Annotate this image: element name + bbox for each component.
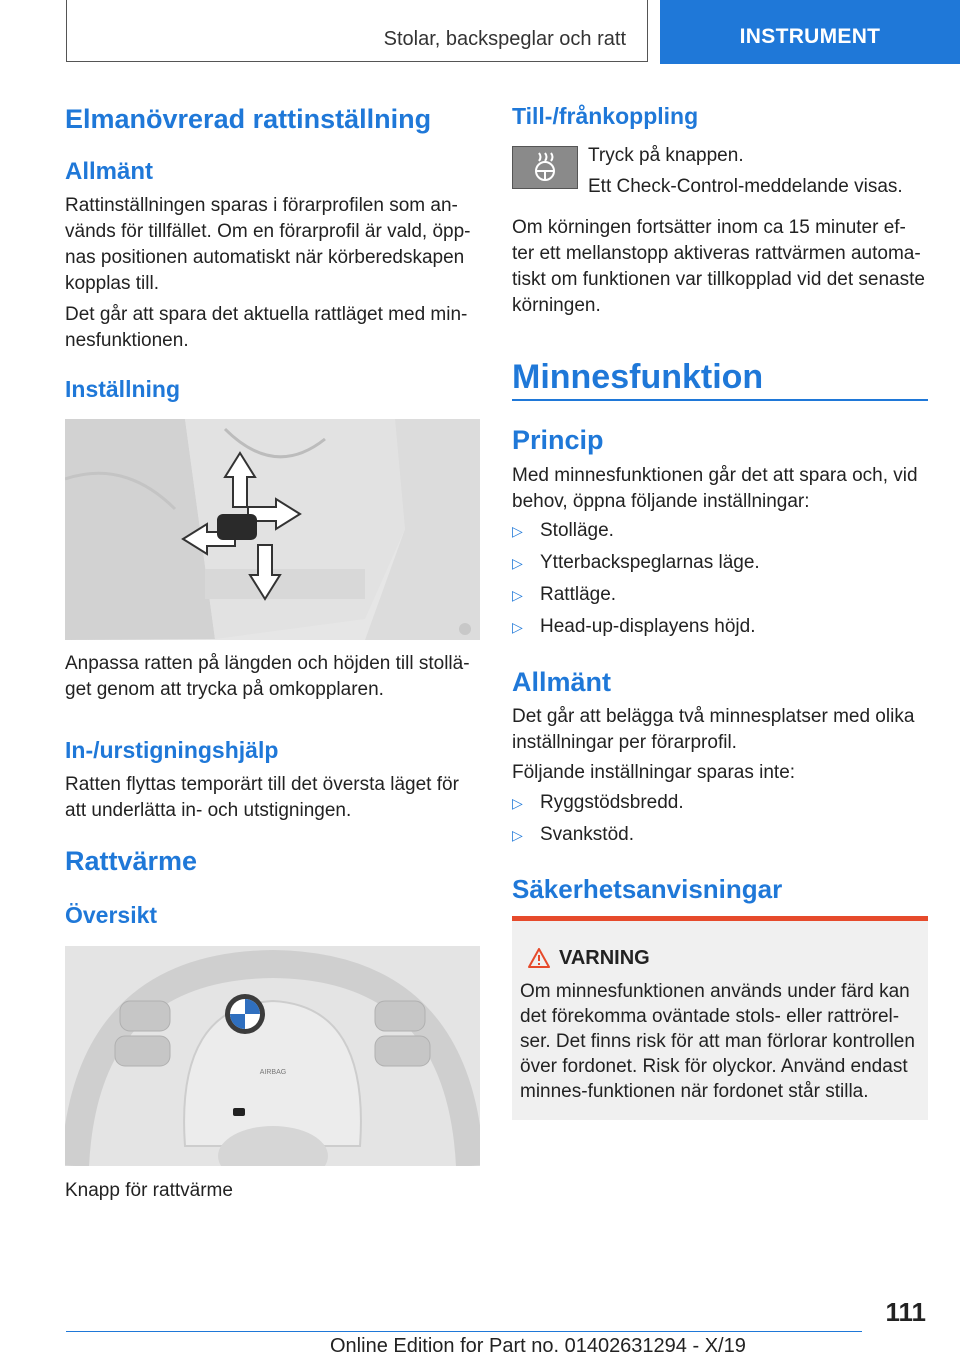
overview-caption: Knapp för rattvärme xyxy=(65,1180,233,1201)
header-chapter-label: INSTRUMENT xyxy=(739,25,881,48)
entry-help-heading: In-/urstigningshjälp xyxy=(65,737,279,763)
principle-item-2: ▷ Ytterbackspeglarnas läge. xyxy=(512,552,760,573)
general-paragraph-1: Rattinställningen sparas i förarprofilen som an-vänds för tillfället. Om en förarprofil är vald, öpp-nas positionen automatiskt när körberedskapen kopplas till. xyxy=(65,195,471,294)
warning-label: VARNING xyxy=(559,947,650,969)
heat-button-icon xyxy=(233,1108,245,1116)
toggle-line-2: Ett Check-Control-meddelande visas. xyxy=(588,176,903,197)
principle-item-1: ▷ Stolläge. xyxy=(512,520,614,541)
footer-edition: Online Edition for Part no. 01402631294 - X/19 xyxy=(330,1335,746,1357)
steering-heat-button-icon xyxy=(512,146,578,189)
bullet-triangle-icon: ▷ xyxy=(512,554,523,571)
memory-function-title: Minnesfunktion xyxy=(512,358,764,396)
steering-heat-title: Rattvärme xyxy=(65,846,198,876)
airbag-label: AIRBAG xyxy=(259,1069,287,1076)
memory-title-rule xyxy=(512,399,928,401)
general-paragraph-2: Det går att spara det aktuella rattläget med min-nesfunktionen. xyxy=(65,304,468,351)
general-heading: Allmänt xyxy=(65,158,154,185)
steering-adjust-image xyxy=(65,419,480,640)
warning-box xyxy=(512,916,928,1120)
principle-paragraph: Med minnesfunktionen går det att spara och, vid behov, öppna följande inställningar: xyxy=(512,465,918,512)
overview-heading: Översikt xyxy=(65,902,158,928)
memory-general-paragraph-2: Följande inställningar sparas inte: xyxy=(512,762,796,783)
not-saved-item-1: ▷ Ryggstödsbredd. xyxy=(512,792,684,813)
bullet-triangle-icon: ▷ xyxy=(512,522,523,539)
page-title: Elmanövrerad rattinställning xyxy=(65,104,432,134)
bullet-triangle-icon: ▷ xyxy=(512,586,523,603)
setting-heading: Inställning xyxy=(65,376,180,402)
steering-column-illustration xyxy=(65,419,480,640)
setting-caption: Anpassa ratten på längden och höjden till stollä-get genom att trycka på omkopplaren. xyxy=(65,653,470,700)
header-section-title: Stolar, backspeglar och ratt xyxy=(383,28,626,50)
page-number: 111 xyxy=(885,1297,926,1327)
principle-item-3: ▷ Rattläge. xyxy=(512,584,617,605)
memory-general-heading: Allmänt xyxy=(512,667,612,697)
header-chapter-tab[interactable] xyxy=(660,0,960,64)
principle-item-4: ▷ Head-up-displayens höjd. xyxy=(512,616,756,637)
toggle-line-1: Tryck på knappen. xyxy=(588,145,744,166)
steering-wheel-image xyxy=(65,946,480,1166)
footer-rule xyxy=(66,1331,862,1332)
toggle-heading: Till-/frånkoppling xyxy=(512,103,699,129)
bullet-triangle-icon: ▷ xyxy=(512,826,523,843)
warning-text: Om minnesfunktionen används under färd kan det förekomma oväntade stols- eller rattrörel-ser. Det finns risk för att man förlorar kontrollen över fordonet. Risk för olyckor. Använd endast minnes-funktionen när fordonet står stilla. xyxy=(520,981,915,1102)
principle-heading: Princip xyxy=(512,425,604,455)
not-saved-item-2: ▷ Svankstöd. xyxy=(512,824,634,845)
bullet-triangle-icon: ▷ xyxy=(512,618,523,635)
warning-triangle-icon xyxy=(528,948,550,968)
entry-help-paragraph: Ratten flyttas temporärt till det översta läget för att underlätta in- och utstigningen. xyxy=(65,774,459,821)
safety-heading: Säkerhetsanvisningar xyxy=(512,874,783,904)
toggle-paragraph: Om körningen fortsätter inom ca 15 minuter ef-ter ett mellanstopp aktiveras rattvärmen automa-tiskt om funktionen var tillkopplad vid det senaste körningen. xyxy=(512,217,925,316)
bullet-triangle-icon: ▷ xyxy=(512,794,523,811)
steering-wheel-illustration xyxy=(65,946,480,1166)
memory-general-paragraph-1: Det går att belägga två minnesplatser med olika inställningar per förarprofil. xyxy=(512,706,915,753)
